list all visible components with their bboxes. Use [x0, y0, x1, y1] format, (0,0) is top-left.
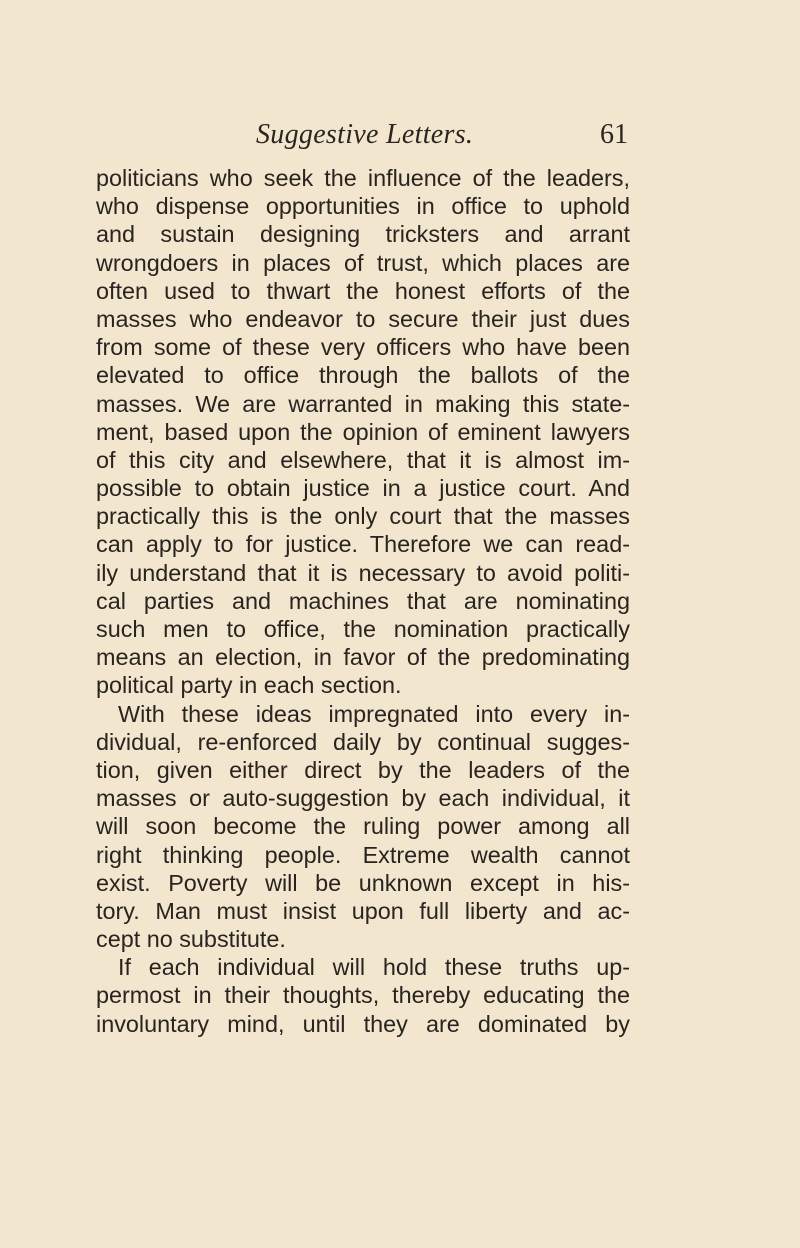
text-line: tion, given either direct by the leaders of the — [96, 756, 630, 783]
text-line: means an election, in favor of the predominating — [96, 644, 630, 671]
text-line: from some of these very officers who have been — [96, 334, 630, 361]
text-line: elevated to office through the ballots of the — [96, 362, 630, 389]
text-line: right thinking people. Extreme wealth cannot — [96, 841, 630, 868]
text-line: of this city and elsewhere, that it is almost im- — [96, 446, 630, 473]
paragraph-start-line: If each individual will hold these truths up- — [118, 954, 630, 981]
paragraph-end-line: cept no substitute. — [96, 926, 286, 953]
text-line: and sustain designing tricksters and arrant — [96, 221, 630, 248]
running-title: Suggestive Letters. — [256, 119, 474, 150]
page-number: 61 — [600, 119, 628, 150]
text-line: who dispense opportunities in office to uphold — [96, 193, 630, 220]
page-header — [96, 119, 630, 159]
text-line: ment, based upon the opinion of eminent lawyers — [96, 418, 630, 445]
body-text — [96, 164, 630, 1038]
text-line: often used to thwart the honest efforts of the — [96, 277, 630, 304]
text-line: dividual, re-enforced daily by continual sugges- — [96, 728, 630, 755]
text-line: permost in their thoughts, thereby educating the — [96, 982, 630, 1009]
text-line: wrongdoers in places of trust, which places are — [96, 249, 630, 276]
text-line: masses who endeavor to secure their just dues — [96, 305, 630, 332]
text-line: can apply to for justice. Therefore we can read- — [96, 531, 630, 558]
text-line: ily understand that it is necessary to avoid politi- — [96, 559, 630, 586]
text-line: tory. Man must insist upon full liberty and ac- — [96, 897, 630, 924]
text-line: such men to office, the nomination practically — [96, 616, 630, 642]
text-line: masses or auto-suggestion by each individual, it — [96, 785, 630, 812]
text-line: will soon become the ruling power among all — [96, 813, 630, 840]
text-line: cal parties and machines that are nominating — [96, 587, 630, 614]
text-line: involuntary mind, until they are dominated by — [96, 1010, 630, 1037]
text-line: exist. Poverty will be unknown except in his- — [96, 869, 630, 896]
text-line: possible to obtain justice in a justice court. And — [96, 475, 630, 502]
paragraph-end-line: political party in each section. — [96, 672, 402, 699]
text-line: practically this is the only court that the masses — [96, 503, 630, 530]
paragraph-start-line: With these ideas impregnated into every in- — [118, 700, 630, 727]
text-line: masses. We are warranted in making this state- — [96, 390, 630, 417]
text-line: politicians who seek the influence of the leaders, — [96, 165, 630, 191]
